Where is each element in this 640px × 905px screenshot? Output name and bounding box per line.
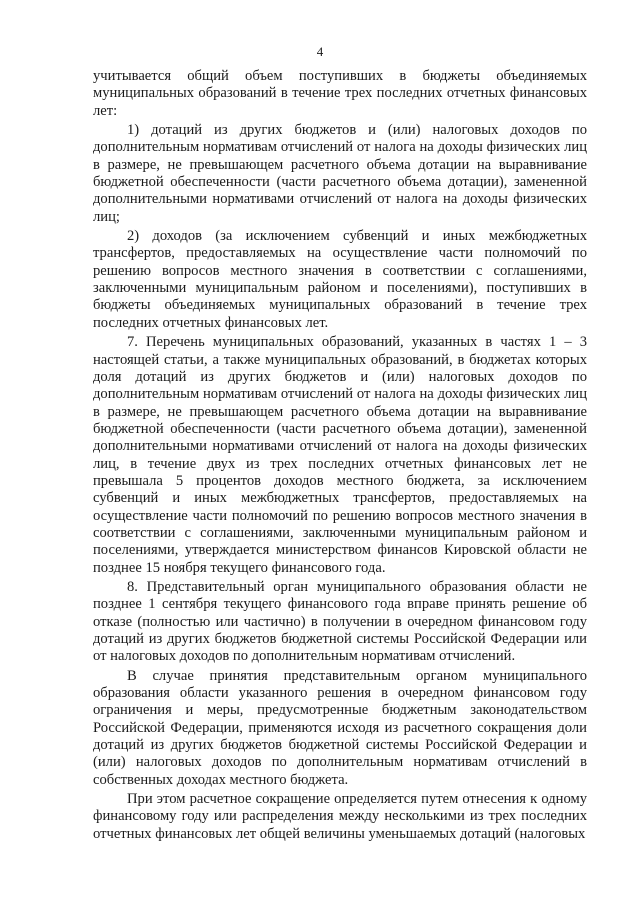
paragraph-part-7: 7. Перечень муниципальных образований, указанных в частях 1 – 3 настоящей статьи, а также муниципальных образований, в бюджетах которых доля дотаций из других бюджетов и (или) налоговых доходов по дополнительным нормативам отчислений от налога на доходы физических лиц в размере, не превышающем расчетного объема дотации на выравнивание бюджетной обеспеченности (части расчетного объема дотации), замененной дополнительными нормативами отчислений от налога на доходы физических лиц, в течение двух из трех последних отчетных финансовых лет не превышала 5 процентов доходов местного бюджета, за исключением субвенций и иных межбюджетных трансфертов, предоставляемых на осуществление части полномочий по решению вопросов местного значения в соответствии с соглашениями, заключенными муниципальным районом и поселениями, утверждается министерством финансов Кировской области не позднее 15 ноября текущего финансового года.: [93, 334, 587, 576]
paragraph-refusal-consequences: В случае принятия представительным органом муниципального образования области указанного решения в очередном финансовом году ограничения и меры, предусмотренные бюджетным законодательством Российской Федерации, применяются исходя из расчетного сокращения доли дотаций из других бюджетов бюджетной системы Российской Федерации и (или) налоговых доходов по дополнительным нормативам отчислений в собственных доходах местного бюджета.: [93, 667, 587, 788]
paragraph-part-8: 8. Представительный орган муниципального образования области не позднее 1 сентября текущего финансового года вправе принять решение об отказе (полностью или частично) в получении в очередном финансовом году дотаций из других бюджетов бюджетной системы Российской Федерации или от налоговых доходов по дополнительным нормативам отчислений.: [93, 578, 587, 665]
paragraph-continuation: учитывается общий объем поступивших в бюджеты объединяемых муниципальных образований в течение трех последних отчетных финансовых лет:: [93, 68, 587, 119]
paragraph-item-1: 1) дотаций из других бюджетов и (или) налоговых доходов по дополнительным нормативам отчислений от налога на доходы физических лиц в размере, не превышающем расчетного объема дотации на выравнивание бюджетной обеспеченности (части расчетного объема дотации), замененной дополнительными нормативами отчислений от налога на доходы физических лиц;: [93, 122, 587, 225]
paragraph-item-2: 2) доходов (за исключением субвенций и иных межбюджетных трансфертов, предоставляемых на осуществление части полномочий по решению вопросов местного значения в соответствии с соглашениями, заключенными муниципальным районом и поселениями), поступивших в бюджеты объединяемых муниципальных образований в течение трех последних отчетных финансовых лет.: [93, 228, 587, 331]
document-body: [93, 68, 587, 843]
page-number: 4: [316, 44, 324, 59]
paragraph-calculation-note: При этом расчетное сокращение определяется путем отнесения к одному финансовому году или распределения между несколькими из трех последних отчетных финансовых лет общей величины уменьшаемых дотаций (налоговых: [93, 791, 587, 842]
